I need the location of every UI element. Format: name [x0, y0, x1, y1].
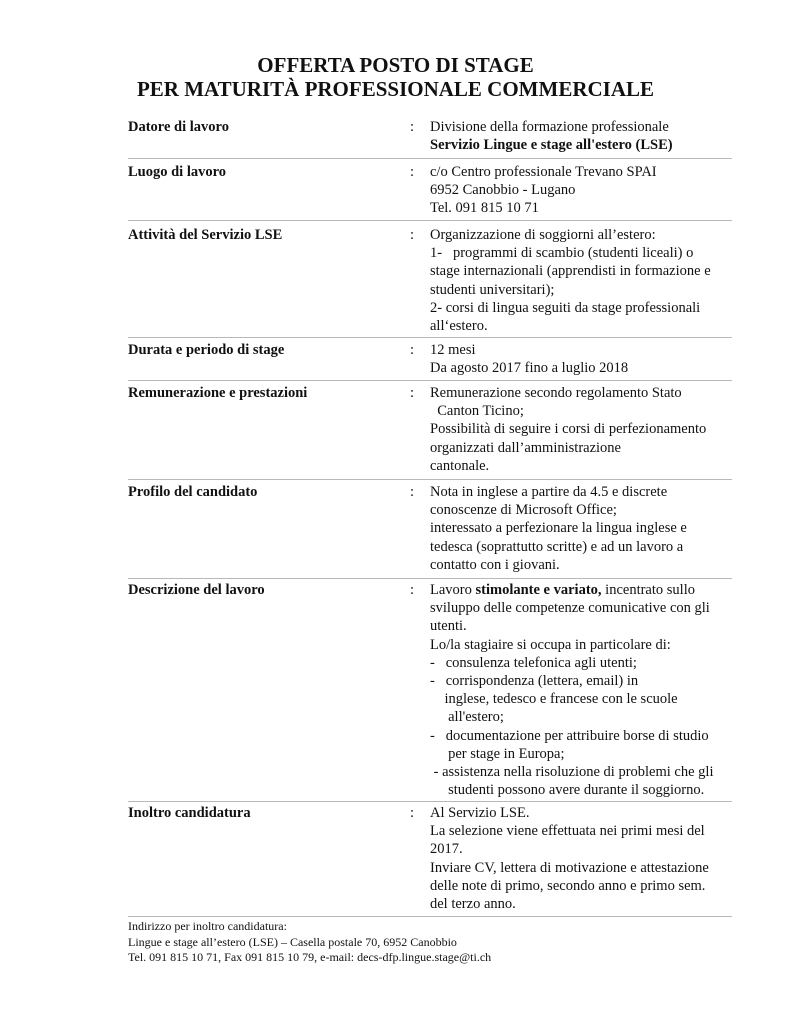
row-colon: :: [410, 385, 415, 401]
value-line: interessato a perfezionare la lingua inglese e: [430, 520, 687, 537]
separator: [128, 801, 732, 802]
value-line: - documentazione per attribuire borse di studio: [430, 727, 709, 744]
separator: [128, 916, 732, 917]
value-line: 2017.: [430, 841, 463, 858]
value-line: 6952 Canobbio - Lugano: [430, 182, 576, 199]
row-value: [430, 581, 740, 799]
row-colon: :: [410, 582, 415, 598]
value-line: Tel. 091 815 10 71: [430, 200, 539, 217]
value-line: - corrispondenza (lettera, email) in: [430, 673, 639, 690]
value-line: all‘estero.: [430, 318, 488, 335]
footer-line: Indirizzo per inoltro candidatura:: [128, 919, 287, 933]
value-line: per stage in Europa;: [430, 745, 565, 762]
row-colon: :: [410, 119, 415, 135]
value-line: Al Servizio LSE.: [430, 805, 530, 821]
value-line: organizzati dall’amministrazione: [430, 439, 621, 456]
value-line: Da agosto 2017 fino a luglio 2018: [430, 360, 629, 377]
separator: [128, 479, 732, 480]
value-line: studenti universitari);: [430, 281, 555, 298]
footer-contact: [128, 919, 491, 966]
value-line: - consulenza telefonica agli utenti;: [430, 654, 637, 671]
value-line: - assistenza nella risoluzione di problemi che gli: [430, 764, 714, 781]
value-line: contatto con i giovani.: [430, 556, 560, 573]
row-label: Attività del Servizio LSE: [128, 227, 283, 243]
value-line: delle note di primo, secondo anno e primo sem.: [430, 877, 706, 894]
row-value: [430, 483, 740, 574]
value-text: Lavoro: [430, 582, 476, 598]
title-line-2: PER MATURITÀ PROFESSIONALE COMMERCIALE: [136, 77, 655, 101]
row-label: Luogo di lavoro: [128, 164, 227, 180]
value-line: inglese, tedesco e francese con le scuole: [430, 691, 678, 708]
value-line: tedesca (soprattutto scritte) e ad un lavoro a: [430, 538, 684, 555]
value-line: utenti.: [430, 618, 467, 635]
title-line-1: OFFERTA POSTO DI STAGE: [257, 53, 534, 77]
value-line: 12 mesi: [430, 342, 476, 358]
row-value: [430, 804, 740, 913]
value-line: Organizzazione di soggiorni all’estero:: [430, 227, 656, 243]
row-colon: :: [410, 342, 415, 358]
row-label: Datore di lavoro: [128, 119, 229, 135]
row-label: Remunerazione e prestazioni: [128, 385, 308, 401]
value-line: Possibilità di seguire i corsi di perfezionamento: [430, 421, 707, 438]
value-line: 1- programmi di scambio (studenti liceali) o: [430, 245, 694, 262]
row-value: [430, 118, 740, 154]
value-text-bold: stimolante e variato,: [475, 582, 602, 598]
value-line: Remunerazione secondo regolamento Stato: [430, 385, 682, 401]
value-line: [430, 581, 740, 599]
row-value: [430, 226, 740, 335]
row-colon: :: [410, 805, 415, 821]
value-line: del terzo anno.: [430, 896, 516, 913]
value-line: all'estero;: [430, 709, 504, 726]
document-title: [0, 53, 791, 101]
row-label: Inoltro candidatura: [128, 805, 251, 821]
separator: [128, 578, 732, 579]
row-colon: :: [410, 484, 415, 500]
row-colon: :: [410, 164, 415, 180]
footer-line: Lingue e stage all’estero (LSE) – Casella postale 70, 6952 Canobbio: [128, 934, 457, 949]
value-line: studenti possono avere durante il soggiorno.: [430, 782, 705, 799]
value-text: incentrato sullo: [601, 582, 695, 598]
value-line: Lo/la stagiaire si occupa in particolare di:: [430, 636, 671, 653]
row-value: [430, 163, 740, 218]
value-line: cantonale.: [430, 457, 490, 474]
value-line: conoscenze di Microsoft Office;: [430, 502, 617, 519]
value-line: 2- corsi di lingua seguiti da stage professionali: [430, 299, 701, 316]
value-line: La selezione viene effettuata nei primi mesi del: [430, 823, 705, 840]
value-line: sviluppo delle competenze comunicative con gli: [430, 600, 710, 617]
value-line: Nota in inglese a partire da 4.5 e discrete: [430, 484, 668, 500]
row-label: Durata e periodo di stage: [128, 342, 285, 358]
row-label: Descrizione del lavoro: [128, 582, 265, 598]
row-value: [430, 384, 740, 475]
separator: [128, 380, 732, 381]
value-line: Divisione della formazione professionale: [430, 119, 669, 135]
value-line: Canton Ticino;: [430, 403, 524, 420]
separator: [128, 220, 732, 221]
row-label: Profilo del candidato: [128, 484, 258, 500]
row-colon: :: [410, 227, 415, 243]
separator: [128, 158, 732, 159]
value-line-bold: Servizio Lingue e stage all'estero (LSE): [430, 137, 673, 154]
value-line: Inviare CV, lettera di motivazione e attestazione: [430, 859, 709, 876]
footer-line: Tel. 091 815 10 71, Fax 091 815 10 79, e-mail: decs-dfp.lingue.stage@ti.ch: [128, 950, 492, 964]
row-value: [430, 341, 740, 377]
value-line: stage internazionali (apprendisti in formazione e: [430, 263, 711, 280]
separator: [128, 337, 732, 338]
value-line: c/o Centro professionale Trevano SPAI: [430, 164, 657, 180]
